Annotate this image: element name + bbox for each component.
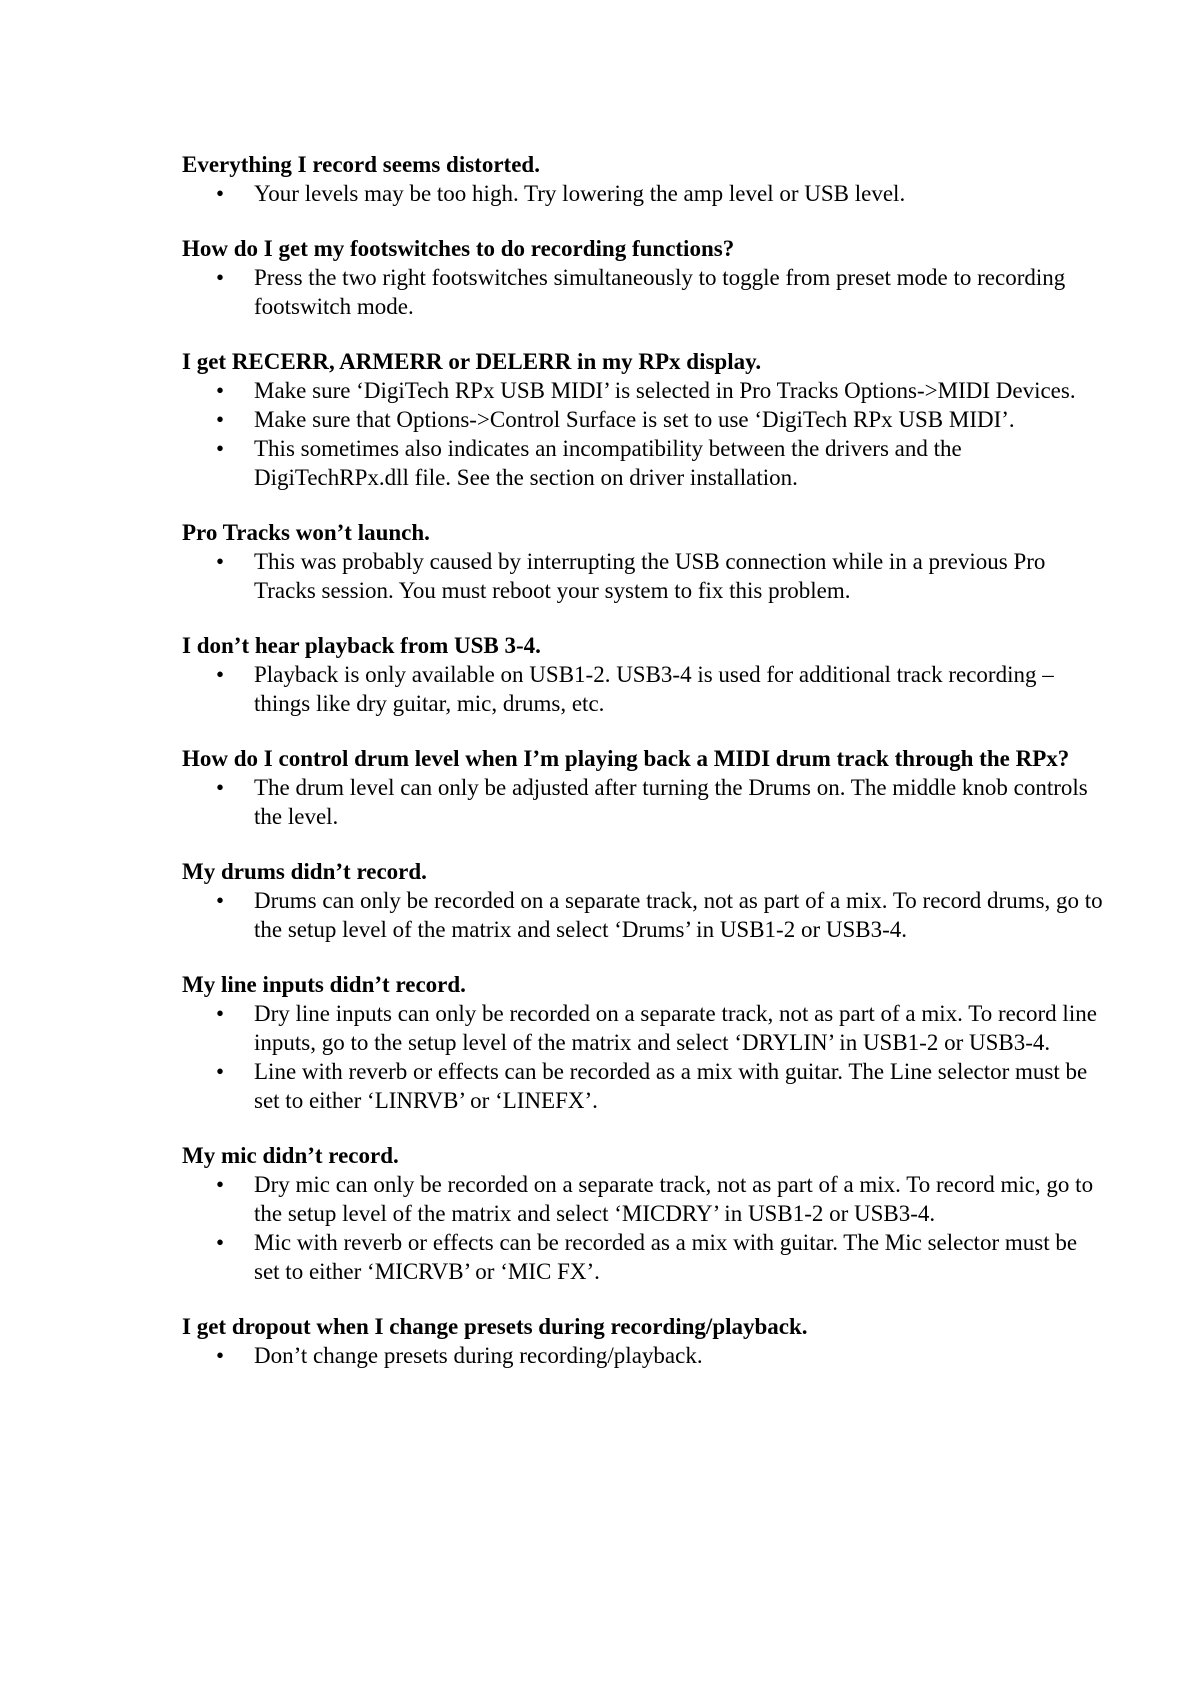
faq-answer xyxy=(182,547,1107,605)
faq-answer-text: Press the two right footswitches simultaneously to toggle from preset mode to recording footswitch mode. xyxy=(254,265,1066,319)
faq-answer-list xyxy=(182,773,1107,831)
faq-question: Everything I record seems distorted. xyxy=(182,152,540,177)
faq-answer-list xyxy=(182,999,1107,1115)
faq-answer-list xyxy=(182,1170,1107,1286)
faq-answer-text: Playback is only available on USB1-2. USB3-4 is used for additional track recording – things like dry guitar, mic, drums, etc. xyxy=(254,662,1054,716)
faq-answer xyxy=(182,773,1107,831)
faq-answer xyxy=(182,376,1107,405)
faq-section-distorted xyxy=(182,150,1107,208)
faq-section-recerr xyxy=(182,347,1107,492)
troubleshooting-page xyxy=(182,150,1107,1396)
faq-question: I get RECERR, ARMERR or DELERR in my RPx display. xyxy=(182,349,762,374)
faq-section-mic xyxy=(182,1141,1107,1286)
faq-answer xyxy=(182,1170,1107,1228)
bullet-icon: • xyxy=(216,662,225,687)
bullet-icon: • xyxy=(216,1172,225,1197)
faq-question: My mic didn’t record. xyxy=(182,1143,399,1168)
faq-section-line-inputs xyxy=(182,970,1107,1115)
faq-answer xyxy=(182,1341,1107,1370)
faq-question: My line inputs didn’t record. xyxy=(182,972,466,997)
faq-section-dropout xyxy=(182,1312,1107,1370)
faq-section-footswitches xyxy=(182,234,1107,321)
faq-section-drum-level xyxy=(182,744,1107,831)
faq-answer xyxy=(182,179,1107,208)
faq-answer-list xyxy=(182,1341,1107,1370)
faq-answer-text: Dry mic can only be recorded on a separate track, not as part of a mix. To record mic, go to the setup level of the matrix and select ‘MICDRY’ in USB1-2 or USB3-4. xyxy=(254,1172,1094,1226)
faq-question: Pro Tracks won’t launch. xyxy=(182,520,430,545)
faq-answer-text: Dry line inputs can only be recorded on a separate track, not as part of a mix. To record line inputs, go to the setup level of the matrix and select ‘DRYLIN’ in USB1-2 or USB3-4. xyxy=(254,1001,1097,1055)
faq-answer xyxy=(182,434,1107,492)
bullet-icon: • xyxy=(216,1001,225,1026)
faq-answer-text: Your levels may be too high. Try lowering the amp level or USB level. xyxy=(254,181,906,206)
faq-answer-list xyxy=(182,547,1107,605)
faq-answer xyxy=(182,886,1107,944)
faq-answer-list xyxy=(182,179,1107,208)
bullet-icon: • xyxy=(216,265,225,290)
faq-section-launch xyxy=(182,518,1107,605)
faq-question: I get dropout when I change presets during recording/playback. xyxy=(182,1314,808,1339)
faq-answer-list xyxy=(182,660,1107,718)
faq-answer-list xyxy=(182,263,1107,321)
faq-answer-text: Mic with reverb or effects can be recorded as a mix with guitar. The Mic selector must be set to either ‘MICRVB’ or ‘MIC FX’. xyxy=(254,1230,1078,1284)
faq-answer-text: Make sure that Options->Control Surface is set to use ‘DigiTech RPx USB MIDI’. xyxy=(254,407,1015,432)
faq-answer-text: This was probably caused by interrupting the USB connection while in a previous Pro Tracks session. You must reboot your system to fix this problem. xyxy=(254,549,1046,603)
faq-section-drums xyxy=(182,857,1107,944)
faq-answer-text: Line with reverb or effects can be recorded as a mix with guitar. The Line selector must be set to either ‘LINRVB’ or ‘LINEFX’. xyxy=(254,1059,1088,1113)
bullet-icon: • xyxy=(216,888,225,913)
faq-section-playback xyxy=(182,631,1107,718)
faq-answer xyxy=(182,999,1107,1057)
faq-question: My drums didn’t record. xyxy=(182,859,427,884)
faq-answer xyxy=(182,1057,1107,1115)
bullet-icon: • xyxy=(216,378,225,403)
faq-answer xyxy=(182,263,1107,321)
bullet-icon: • xyxy=(216,181,225,206)
faq-answer-text: Don’t change presets during recording/playback. xyxy=(254,1343,703,1368)
faq-answer xyxy=(182,1228,1107,1286)
bullet-icon: • xyxy=(216,1059,225,1084)
bullet-icon: • xyxy=(216,549,225,574)
bullet-icon: • xyxy=(216,1343,225,1368)
faq-answer-list xyxy=(182,886,1107,944)
bullet-icon: • xyxy=(216,436,225,461)
faq-answer xyxy=(182,405,1107,434)
bullet-icon: • xyxy=(216,775,225,800)
faq-answer-text: Drums can only be recorded on a separate track, not as part of a mix. To record drums, go to the setup level of the matrix and select ‘Drums’ in USB1-2 or USB3-4. xyxy=(254,888,1103,942)
bullet-icon: • xyxy=(216,407,225,432)
faq-question: How do I get my footswitches to do recording functions? xyxy=(182,236,735,261)
faq-answer-text: Make sure ‘DigiTech RPx USB MIDI’ is selected in Pro Tracks Options->MIDI Devices. xyxy=(254,378,1076,403)
bullet-icon: • xyxy=(216,1230,225,1255)
faq-answer-text: The drum level can only be adjusted after turning the Drums on. The middle knob controls the level. xyxy=(254,775,1088,829)
faq-question: I don’t hear playback from USB 3-4. xyxy=(182,633,541,658)
faq-answer-list xyxy=(182,376,1107,492)
faq-answer-text: This sometimes also indicates an incompatibility between the drivers and the DigiTechRPx.dll file. See the section on driver installation. xyxy=(254,436,962,490)
faq-answer xyxy=(182,660,1107,718)
faq-question: How do I control drum level when I’m playing back a MIDI drum track through the RPx? xyxy=(182,746,1070,771)
